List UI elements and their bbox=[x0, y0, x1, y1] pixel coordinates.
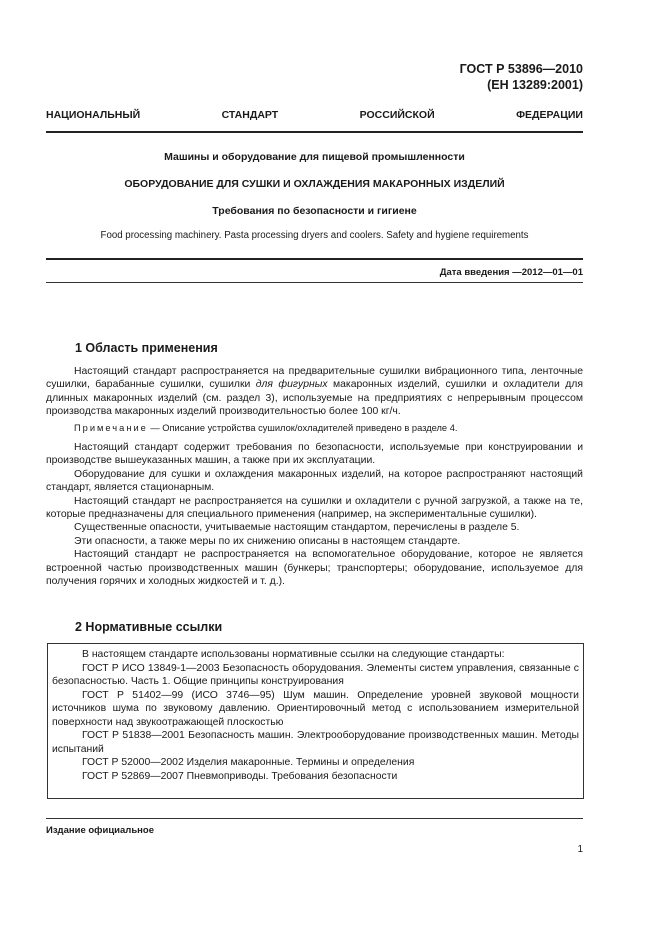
paragraph: Эти опасности, а также меры по их снижению описаны в настоящем стандарте. bbox=[74, 535, 461, 547]
main-title: ОБОРУДОВАНИЕ ДЛЯ СУШКИ И ОХЛАЖДЕНИЯ МАКАРОННЫХ ИЗДЕЛИЙ bbox=[124, 178, 505, 190]
note-label: Примечание bbox=[74, 423, 148, 433]
national-standard-banner bbox=[46, 109, 583, 121]
paragraph: Оборудование для сушки и охлаждения макаронных изделий, на которое распространяют настоящий стандарт, является стационарным. bbox=[46, 468, 583, 494]
edition-label: Издание официальное bbox=[46, 825, 154, 836]
normative-references-box bbox=[47, 643, 584, 799]
reference-entry: ГОСТ Р 51402—99 (ИСО 3746—95) Шум машин. Определение уровней звуковой мощности источников шума по звуковому давлению. Ориентировочный метод с использованием измерительной поверхности над звукоотражающей плоскостью bbox=[52, 689, 579, 728]
standard-number: ГОСТ Р 53896—2010 bbox=[459, 62, 583, 76]
section-2-heading: 2 Нормативные ссылки bbox=[75, 620, 223, 634]
paragraph: Настоящий стандарт содержит требования по безопасности, используемые при конструировании и производстве вышеуказанных машин, а также при их эксплуатации. bbox=[46, 442, 583, 467]
note-text: — Описание устройства сушилок/охладителей приведено в разделе 4. bbox=[147, 423, 458, 433]
section-1-body bbox=[46, 441, 583, 588]
date-rule bbox=[46, 282, 583, 283]
page-number: 1 bbox=[577, 844, 583, 855]
footer-rule bbox=[46, 818, 583, 819]
standard-number-block bbox=[460, 61, 583, 93]
section-1-heading: 1 Область применения bbox=[75, 341, 218, 355]
banner-word: ФЕДЕРАЦИИ bbox=[516, 109, 583, 121]
banner-word: НАЦИОНАЛЬНЫЙ bbox=[46, 109, 141, 121]
section-1-paragraph-1 bbox=[46, 365, 583, 419]
text-run: макаронных изделий, сушилки и охладители для длинных макаронных изделий (см. раздел 3), используемые на предприятиях с непрерывным процессом производства макаронных изделий производительностью более 100 кг/ч. bbox=[46, 379, 583, 418]
banner-word: СТАНДАРТ bbox=[221, 109, 279, 121]
paragraph: Настоящий стандарт не распространяется на сушилки и охладители с ручной загрузкой, а также на те, которые предназначены для специального применения (например, на экспериментальные сушилки). bbox=[46, 495, 583, 521]
reference-entry: ГОСТ Р 52869—2007 Пневмоприводы. Требования безопасности bbox=[82, 770, 398, 782]
reference-entry: ГОСТ Р 52000—2002 Изделия макаронные. Термины и определения bbox=[82, 757, 415, 768]
section-1-note bbox=[46, 423, 583, 433]
paragraph: Настоящий стандарт не распространяется на вспомогательное оборудование, которое не является встроенной частью производственных машин (бункеры; транспортеры; оборудование, используемое для получения горячих и холодных жидкостей и т. д.). bbox=[46, 549, 583, 588]
reference-entry: В настоящем стандарте использованы нормативные ссылки на следующие стандарты: bbox=[82, 649, 505, 660]
paragraph: Существенные опасности, учитываемые настоящим стандартом, перечислены в разделе 5. bbox=[74, 522, 520, 534]
banner-word: РОССИЙСКОЙ bbox=[359, 109, 435, 121]
banner-rule bbox=[46, 131, 583, 133]
text-run: Настоящий стандарт распространяется на предварительные сушилки вибрационного типа, ленточные сушилки, барабанные сушилки, сушилки bbox=[46, 366, 583, 391]
subtitle: Требования по безопасности и гигиене bbox=[212, 205, 417, 217]
reference-entry: ГОСТ Р ИСО 13849-1—2003 Безопасность оборудования. Элементы систем управления, связанные с безопасностью. Часть 1. Общие принципы конструирования bbox=[52, 662, 579, 687]
group-title: Машины и оборудование для пищевой промышленности bbox=[164, 151, 465, 163]
reference-entry: ГОСТ Р 51838—2001 Безопасность машин. Электрооборудование производственных машин. Методы испытаний bbox=[52, 730, 579, 755]
italic-run: для фигурных bbox=[255, 379, 328, 391]
introduction-date: Дата введения —2012—01—01 bbox=[439, 267, 583, 278]
english-title: Food processing machinery. Pasta processing dryers and coolers. Safety and hygiene requirements bbox=[100, 230, 529, 241]
title-rule bbox=[46, 258, 583, 260]
standard-equivalent: (ЕН 13289:2001) bbox=[487, 78, 583, 92]
